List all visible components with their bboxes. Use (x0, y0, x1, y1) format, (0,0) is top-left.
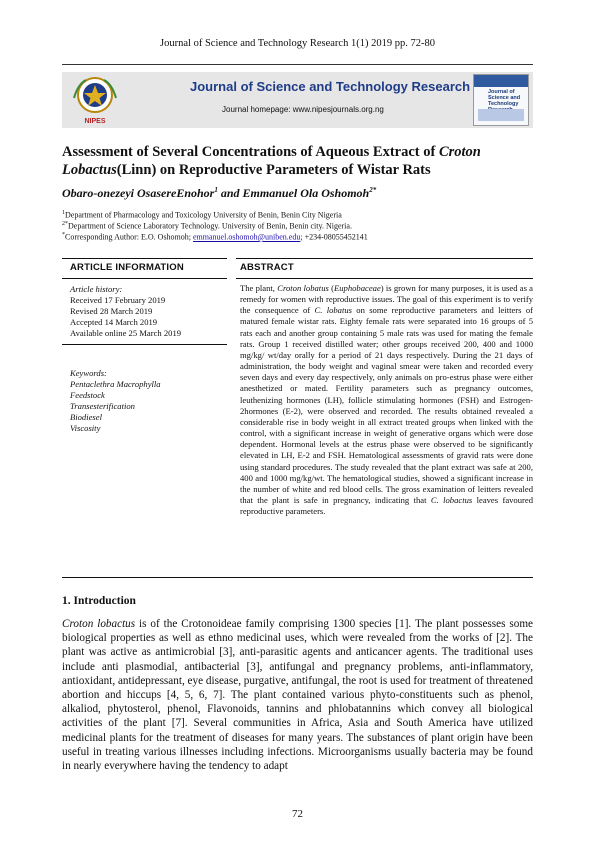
introduction-heading: 1. Introduction (62, 595, 136, 607)
journal-banner-title: Journal of Science and Technology Research (190, 79, 471, 94)
front-matter-bottom-rule (62, 577, 533, 578)
abstract-heading-rule (236, 278, 533, 279)
title-part: (Linn) on Reproductive Parameters of Wistar Rats (116, 162, 431, 178)
history-label: Article history: (70, 284, 123, 294)
affiliation-1: $^1$Department of Pharmacology and Toxicology University of Benin, Benin City Nigeria (62, 210, 342, 220)
paper-title (62, 143, 533, 179)
nipes-emblem-icon (68, 74, 122, 126)
cover-text-line: Journal of (488, 89, 515, 95)
running-header: Journal of Science and Technology Research 1(1) 2019 pp. 72-80 (160, 38, 435, 49)
journal-cover-thumbnail (473, 74, 529, 126)
introduction-text: Croton lobactus is of the Crotonoideae family comprising 1300 species [1]. The plant possesses some biological properties as well as ethno medicinal uses, which were revealed from the works of [2]. The plant was active as antimicrobial [3], anti-parasitic agents and anticancer agents. The traditional uses include anti plasmodial, antibacterial [3], antifungal and pregnancy problems, anti-inflammatory, antioxidant, antidepressant, eye disease, purgative, antifungal, the root is used for treatment of threatened abortion and hiccups [4, 5, 6, 7]. The plant contained various phyto-constituents such as phenol, alkaliod, phytosterol, phenol, Flavonoids, tannins and phlobatannins which convey all biological activities of the plant [7]. Several communities in Africa, Asia and South America have utilized medicinal plants for the treatment of diseases for many years. The substances of plant origin have been useful in treating various illnesses including infections. Microorganisms usually bacteria may be found in nearly everywhere having the tendency to adapt (62, 618, 533, 773)
keyword-item: Transesterification (70, 401, 135, 411)
article-info-heading: ARTICLE INFORMATION (70, 262, 184, 273)
nipes-logo (68, 74, 122, 126)
author-sup: 1 (214, 186, 218, 194)
keyword-item: Pentaclethra Macrophylla (70, 379, 161, 389)
title-part: Assessment of Several Concentrations of Aqueous Extract of (62, 144, 439, 160)
abstract-heading: ABSTRACT (240, 262, 294, 273)
info-heading-rule (62, 278, 227, 279)
affiliation-2: $^{2*}$Department of Science Laboratory Technology. University of Benin, Benin city. Nigeria. (62, 221, 352, 231)
received-date: Received 17 February 2019 (70, 295, 166, 305)
author-sup: 2* (369, 186, 377, 194)
cover-text-line: Technology (488, 101, 519, 107)
keyword-item: Viscosity (70, 423, 101, 433)
header-rule (62, 64, 533, 65)
author-line (62, 186, 376, 201)
cover-text-line: Science and (488, 95, 521, 101)
cover-band (474, 75, 528, 87)
author-name: Emmanuel Ola Oshomoh (242, 186, 370, 200)
nipes-logo-text: NIPES (84, 118, 106, 125)
corresponding-email-link[interactable]: emmanuel.oshomoh@uniben.edu (193, 232, 301, 242)
online-date: Available online 25 March 2019 (70, 328, 182, 338)
keyword-item: Biodiesel (70, 412, 102, 422)
author-name: Obaro-onezeyi OsasereEnohor (62, 186, 215, 200)
abstract-top-rule (236, 258, 533, 259)
page-number: 72 (292, 808, 303, 820)
info-top-rule (62, 258, 227, 259)
corresponding-author: *Corresponding Author: E.O. Oshomoh; emmanuel.oshomoh@uniben.edu; +234-08055452141 (62, 232, 368, 242)
info-middle-rule (62, 344, 227, 345)
abstract-text: The plant, Croton lobatus (Euphobaceae) is grown for many purposes, it is used as a remedy for women with reproductive issues. The goal of this experiment is to verify the consequence of C. lobatus on some reproductive parameters and leitters of matured female wistar rats. Eighty female rats were separated into 16 groups of 5 rats each and another group containing 5 male rats was used for mating the female rats. Group 1 received distilled water; other groups received 200, 400 and 1000 mg/kg/ wt/day orally for a period of 21 days respectively. During the 21 days of administration, the body weight and vaginal smear were taken and recorded every seven days and every day respectively, only animals on pro-estrus phase were either anesthetized or mated. Fertility parameters such as pregnancy outcomes, leuthenizing hormones (LH), follicle stimulating hormones (FSH) and Estrogen-2hormones (E-2), were observed and recorded. The results obtained revealed a considerable rise in body weight in all extract treated groups when linked with the control, with a significant increase in weight of generative organs which were dose dependent. Hormonal levels at the estrus phase were observed to be significantly elevated in LH, E-2 and FSH. Hematological assessments of gravid rats were done using standard procedures. The study revealed that the plant extract was safe at 200, 400 and 1000 mg/kg/wt. The hematological studies, showed a significant increase in the number of white and red blood cells. The gross examination of leitters revealed that the plant is safe in pregnancy, indicating that C. lobactus leaves favoured reproductive parameters. (240, 283, 533, 517)
keyword-item: Feedstock (70, 390, 105, 400)
author-and: and (217, 186, 243, 200)
journal-homepage: Journal homepage: www.nipesjournals.org.ng (222, 105, 384, 114)
accepted-date: Accepted 14 March 2019 (70, 317, 158, 327)
keywords-label: Keywords: (70, 368, 107, 378)
title-italic: Croton Lobactus (62, 144, 481, 178)
revised-date: Revised 28 March 2019 (70, 306, 153, 316)
journal-banner (62, 72, 533, 128)
cover-image (478, 109, 524, 121)
